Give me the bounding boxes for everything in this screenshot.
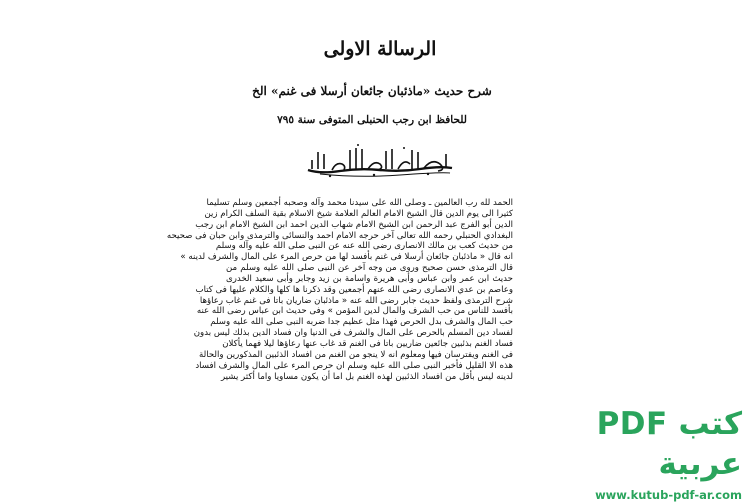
watermark: [572, 404, 742, 502]
body-line: كثيرا الى يوم الدين قال الشيخ الامام العالم العلامة شيخ الاسلام بقية السلف الكرام زين: [204, 208, 513, 219]
body-line: لدينه ليس بأقل من افساد الذئبين لهذه الغنم بل اما أن يكون مساويا واما أكثر يشير: [220, 371, 513, 382]
watermark-brand: كتب PDF عربية: [596, 406, 742, 482]
basmala-calligraphy-image: [300, 140, 460, 178]
body-line: الحمد لله رب العالمين ـ وصلى الله على سيدنا محمد وآله وصحبه أجمعين وسلم تسليما: [206, 198, 513, 208]
body-line: فى الغنم ويفترسان فيها ومعلوم انه لا ينجو من الغنم من افساد الذئبين المذكورين والحالة: [198, 349, 513, 360]
page-title: الرسالة الاولى: [323, 38, 437, 60]
body-line: هذه الا القليل فأخبر النبى صلى الله عليه وسلم ان حرص المرء على المال والشرف افساد: [195, 360, 513, 371]
body-text: [166, 198, 513, 474]
body-line: حديث ابن عمر وابن عباس وأبى هريرة واسامة بن زيد وجابر وأبى سعيد الخدرى: [226, 273, 513, 284]
body-line: وعاصم بن عدي الانصارى رضى الله عنهم أجمعين وقد ذكرنا ها كلها والكلام عليها فى كتاب: [195, 284, 513, 295]
document-subtitle: شرح حديث «ماذئبان جائعان أرسلا فى غنم» الخ: [252, 84, 492, 98]
body-line: شرح الترمذى ولفظ حديث جابر رضى الله عنه « ماذئبان ضاريان باتا فى غنم غاب رعاؤها: [199, 295, 513, 306]
body-line: الدين أبو الفرج عبد الرحمن ابن الشيخ الامام شهاب الدين احمد ابن الشيخ الامام ابن رجب: [195, 219, 513, 230]
body-line: من حديث كعب بن مالك الانصارى رضى الله عنه عن النبى صلى الله عليه وآله وسلم: [215, 241, 513, 252]
watermark-url[interactable]: www.kutub-pdf-ar.com: [595, 488, 742, 502]
body-line: انه قال « ماذئبان جائعان أرسلا فى غنم بأفسد لها من حرص المرء على المال والشرف لدينه »: [180, 252, 513, 263]
basmala-calligraphy: [300, 140, 460, 178]
body-line: لفساد دين المسلم بالحرص على المال والشرف فى الدنيا وان فساد الدين بذلك ليس بدون: [193, 328, 513, 339]
author-line: للحافظ ابن رجب الحنبلى المتوفى سنة ٧٩٥: [277, 114, 467, 126]
body-line: بأفسد للناس من حب الشرف والمال لدين المؤمن » وفى حديث ابن عباس رضى الله عنه: [196, 306, 513, 317]
body-line: حب المال والشرف بدل الحرص فهذا مثل عظيم جدا ضربه النبى صلى الله عليه وسلم: [210, 317, 513, 328]
body-line: قال الترمذى حسن صحيح وروى من وجه آخر عن النبى صلى الله عليه وسلم من: [226, 263, 513, 274]
body-line: فساد الغنم بذئبين جائعين ضاريين باتا فى الغنم قد غاب عنها رعاؤها ليلا فهما يأكلان: [222, 338, 513, 349]
body-line: البغدادي الحنبلي رحمه الله تعالى آخر حرجه الامام احمد والنسائى والترمذى وابن حبان فى صحيحه: [166, 230, 513, 241]
